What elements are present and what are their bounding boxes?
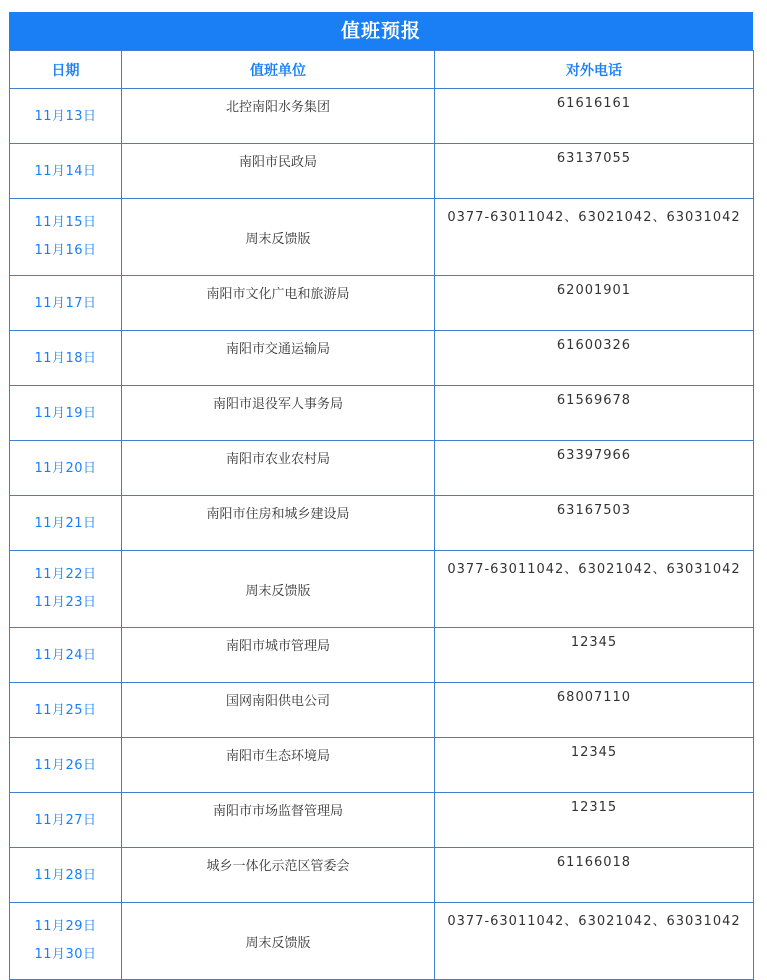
date-label: 11月17日 <box>34 296 97 311</box>
table-row <box>10 683 754 738</box>
table-row <box>10 793 754 848</box>
date-cell <box>10 441 122 496</box>
phone-cell: 63137055 <box>435 144 754 199</box>
table-row <box>10 144 754 199</box>
date-label: 11月14日 <box>34 164 97 179</box>
schedule-body <box>10 51 754 980</box>
phone-cell: 63167503 <box>435 496 754 551</box>
date-cell <box>10 199 122 276</box>
phone-cell: 62001901 <box>435 276 754 331</box>
table-row <box>10 386 754 441</box>
date-label: 11月26日 <box>34 758 97 773</box>
phone-cell: 68007110 <box>435 683 754 738</box>
table-row <box>10 276 754 331</box>
table-row <box>10 496 754 551</box>
table-row <box>10 551 754 628</box>
table-row <box>10 738 754 793</box>
date-label: 11月16日 <box>34 243 97 258</box>
date-label: 11月18日 <box>34 351 97 366</box>
date-cell <box>10 551 122 628</box>
date-cell <box>10 276 122 331</box>
date-label: 11月20日 <box>34 461 97 476</box>
unit-cell: 周末反馈版 <box>122 199 435 276</box>
unit-cell: 南阳市退役军人事务局 <box>122 386 435 441</box>
phone-cell: 61166018 <box>435 848 754 903</box>
date-cell <box>10 144 122 199</box>
date-cell <box>10 331 122 386</box>
phone-cell: 61600326 <box>435 331 754 386</box>
date-cell <box>10 496 122 551</box>
date-cell <box>10 738 122 793</box>
date-cell <box>10 386 122 441</box>
phone-cell: 12345 <box>435 738 754 793</box>
table-row <box>10 89 754 144</box>
date-label: 11月27日 <box>34 813 97 828</box>
table-row <box>10 199 754 276</box>
unit-cell: 南阳市民政局 <box>122 144 435 199</box>
duty-schedule <box>9 12 753 980</box>
unit-cell: 周末反馈版 <box>122 903 435 980</box>
unit-cell: 城乡一体化示范区管委会 <box>122 848 435 903</box>
date-label: 11月22日 <box>34 567 97 582</box>
table-row <box>10 331 754 386</box>
date-label: 11月24日 <box>34 648 97 663</box>
unit-cell: 北控南阳水务集团 <box>122 89 435 144</box>
phone-cell: 63397966 <box>435 441 754 496</box>
date-label: 11月28日 <box>34 868 97 883</box>
unit-cell: 南阳市交通运输局 <box>122 331 435 386</box>
table-row <box>10 903 754 980</box>
phone-cell: 61569678 <box>435 386 754 441</box>
date-label: 11月25日 <box>34 703 97 718</box>
date-cell <box>10 793 122 848</box>
table-header-row <box>10 51 754 89</box>
phone-cell: 0377-63011042、63021042、63031042 <box>435 903 754 980</box>
unit-cell: 南阳市市场监督管理局 <box>122 793 435 848</box>
table-row <box>10 441 754 496</box>
unit-cell: 国网南阳供电公司 <box>122 683 435 738</box>
date-cell <box>10 628 122 683</box>
phone-cell: 0377-63011042、63021042、63031042 <box>435 551 754 628</box>
table-row <box>10 628 754 683</box>
unit-cell: 南阳市城市管理局 <box>122 628 435 683</box>
header-phone: 对外电话 <box>435 51 754 89</box>
date-label: 11月21日 <box>34 516 97 531</box>
header-date: 日期 <box>10 51 122 89</box>
date-label: 11月29日 <box>34 919 97 934</box>
date-cell <box>10 903 122 980</box>
unit-cell: 南阳市农业农村局 <box>122 441 435 496</box>
phone-cell: 12315 <box>435 793 754 848</box>
schedule-table <box>9 50 754 980</box>
phone-cell: 12345 <box>435 628 754 683</box>
table-row <box>10 848 754 903</box>
date-cell <box>10 848 122 903</box>
unit-cell: 周末反馈版 <box>122 551 435 628</box>
date-label: 11月15日 <box>34 215 97 230</box>
date-cell <box>10 683 122 738</box>
date-label: 11月23日 <box>34 595 97 610</box>
page-title: 值班预报 <box>9 12 753 50</box>
header-unit: 值班单位 <box>122 51 435 89</box>
phone-cell: 0377-63011042、63021042、63031042 <box>435 199 754 276</box>
date-label: 11月30日 <box>34 947 97 962</box>
date-cell <box>10 89 122 144</box>
unit-cell: 南阳市生态环境局 <box>122 738 435 793</box>
date-label: 11月19日 <box>34 406 97 421</box>
phone-cell: 61616161 <box>435 89 754 144</box>
unit-cell: 南阳市住房和城乡建设局 <box>122 496 435 551</box>
unit-cell: 南阳市文化广电和旅游局 <box>122 276 435 331</box>
date-label: 11月13日 <box>34 109 97 124</box>
